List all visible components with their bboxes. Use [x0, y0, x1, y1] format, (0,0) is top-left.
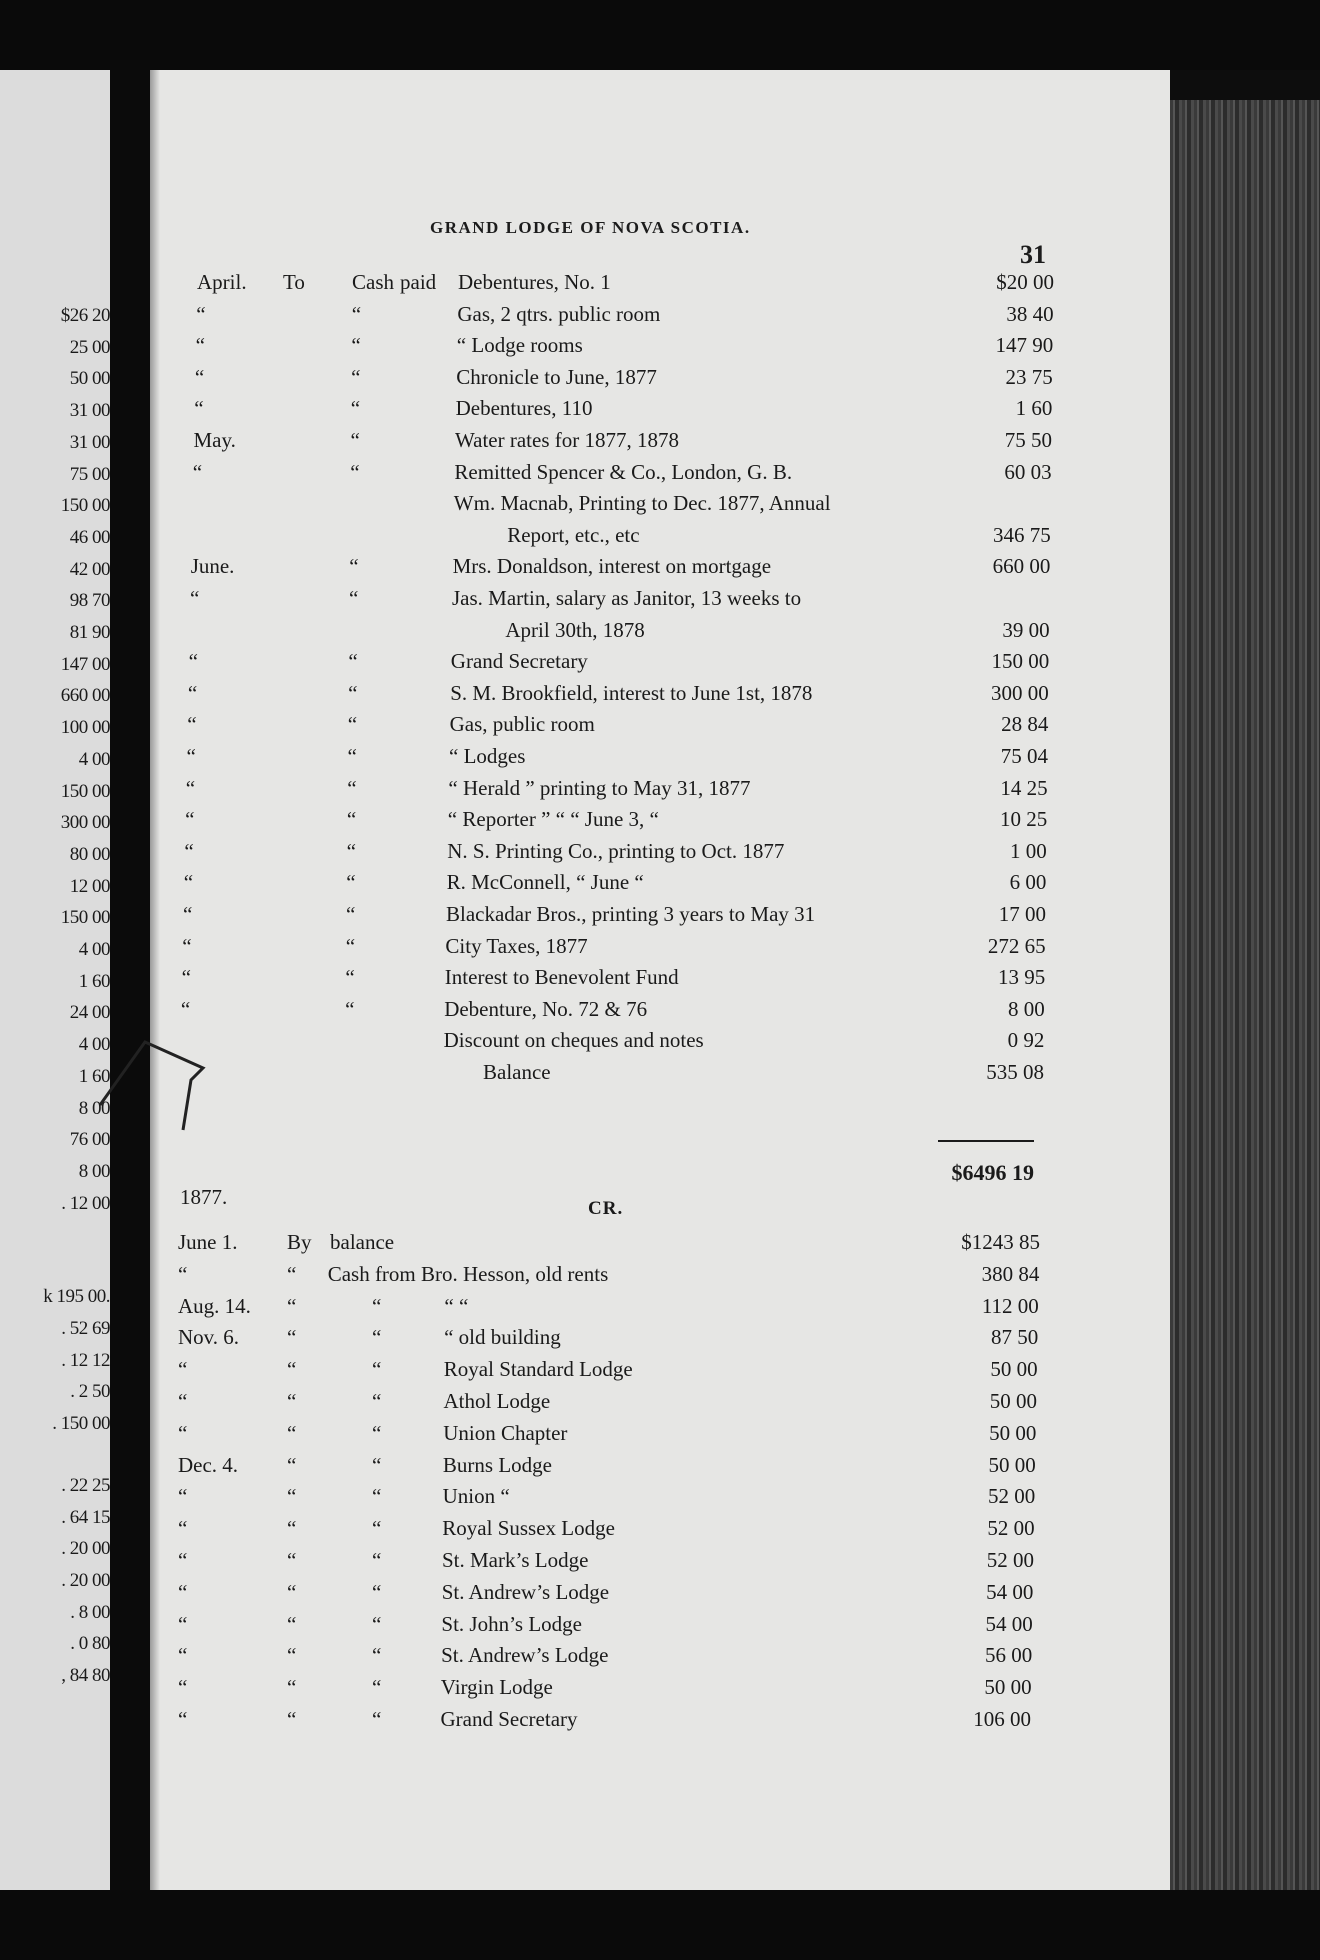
credit-date: “ — [178, 1484, 188, 1509]
credit-by: “ — [287, 1293, 297, 1318]
credit-amount: 87 50 — [990, 1325, 1039, 1350]
credit-row — [0, 1357, 1320, 1387]
debit-date: “ — [184, 838, 194, 863]
debit-amount: 6 00 — [1009, 870, 1047, 895]
credit-ditto: “ — [372, 1293, 382, 1318]
debit-description: Debentures, 110 — [455, 396, 593, 421]
left-page-amount: . 0 80 — [70, 1633, 110, 1655]
debit-description: S. M. Brookfield, interest to June 1st, 1878 — [450, 680, 813, 705]
debit-description: April 30th, 1878 — [505, 617, 645, 642]
credit-date: Dec. 4. — [178, 1452, 239, 1477]
credit-date: “ — [178, 1357, 188, 1382]
debit-description: Blackadar Bros., printing 3 years to May 31 — [446, 902, 816, 926]
debit-amount: 75 50 — [1004, 428, 1052, 452]
debit-amount: 10 25 — [999, 807, 1048, 832]
debit-description: Mrs. Donaldson, interest on mortgage — [452, 554, 772, 579]
credit-description: Grand Secretary — [440, 1707, 578, 1731]
debit-cash: “ — [347, 744, 357, 768]
credit-date: “ — [178, 1707, 188, 1731]
debit-row — [0, 270, 1320, 300]
credit-date: “ — [178, 1548, 188, 1572]
debit-row — [0, 523, 1320, 553]
debit-amount: 23 75 — [1005, 364, 1053, 389]
left-page-amount: 4 00 — [78, 939, 110, 960]
credit-ditto: “ — [372, 1611, 382, 1636]
credit-ditto: “ — [372, 1675, 382, 1700]
credit-description: Virgin Lodge — [440, 1675, 553, 1700]
debit-amount: 346 75 — [993, 522, 1051, 547]
left-page-amount: 660 00 — [60, 685, 110, 707]
credit-ditto: “ — [372, 1516, 382, 1541]
debit-row — [0, 333, 1320, 363]
credit-amount: 50 00 — [990, 1357, 1038, 1382]
credit-row — [0, 1643, 1320, 1673]
credit-row — [0, 1421, 1320, 1451]
credit-description: “ old building — [444, 1325, 561, 1350]
debit-row — [0, 807, 1320, 837]
pencil-mark — [95, 1030, 215, 1140]
left-page-amount: 4 00 — [78, 1034, 110, 1056]
debit-cash: “ — [346, 807, 357, 832]
debit-description: “ Lodges — [449, 744, 526, 768]
debit-cash: Cash — [352, 270, 394, 294]
credit-amount: $1243 85 — [961, 1230, 1040, 1254]
left-page-amount: . 8 00 — [70, 1601, 110, 1623]
debit-row — [0, 428, 1320, 458]
left-page-amount: 150 00 — [60, 495, 110, 517]
debit-date: “ — [187, 712, 197, 737]
debit-cash: “ — [348, 680, 358, 705]
debit-row — [0, 776, 1320, 806]
credit-amount: 52 00 — [987, 1516, 1035, 1541]
debit-description: “ Lodge rooms — [456, 333, 583, 358]
debit-cash: “ — [346, 870, 356, 895]
left-page-amount: 50 00 — [69, 368, 110, 390]
debit-row — [0, 997, 1320, 1027]
credit-row — [0, 1230, 1320, 1260]
debit-description: Balance — [483, 1060, 551, 1084]
debit-cash: “ — [351, 301, 362, 326]
debit-cash: “ — [348, 649, 358, 674]
credit-amount: 52 00 — [986, 1548, 1034, 1572]
debit-row — [0, 586, 1320, 616]
credit-by: “ — [287, 1484, 297, 1509]
credit-description: Cash from Bro. Hesson, old rents — [327, 1261, 609, 1286]
debit-amount: 75 04 — [1000, 744, 1048, 768]
credit-description: Royal Sussex Lodge — [442, 1516, 615, 1541]
left-page-amount: $26 20 — [60, 305, 110, 326]
credit-ditto: “ — [372, 1579, 382, 1604]
debit-cash: “ — [351, 364, 361, 389]
debit-date: “ — [194, 396, 204, 421]
left-page-amount: 8 00 — [78, 1097, 110, 1119]
left-page-amount: . 20 00 — [61, 1569, 110, 1591]
debit-amount: 147 90 — [995, 333, 1054, 358]
left-page-amount: . 20 00 — [61, 1538, 110, 1560]
credit-date: “ — [178, 1420, 188, 1445]
left-page-amount: . 2 50 — [70, 1381, 110, 1403]
left-page-amount: 42 00 — [69, 558, 110, 580]
credit-amount: 54 00 — [986, 1579, 1034, 1604]
running-header: GRAND LODGE OF NOVA SCOTIA. — [430, 218, 751, 237]
left-page-amount: 75 00 — [69, 463, 110, 485]
debit-description: N. S. Printing Co., printing to Oct. 1877 — [447, 838, 785, 863]
total-rule — [938, 1140, 1034, 1142]
credit-by: “ — [287, 1548, 297, 1572]
debit-amount: 272 65 — [987, 933, 1046, 958]
debit-cash: “ — [345, 933, 356, 958]
left-page-amount: 98 70 — [69, 590, 110, 612]
left-page-amount: . 12 00 — [61, 1192, 110, 1214]
credit-by: “ — [287, 1675, 297, 1700]
credit-description: Union Chapter — [443, 1420, 568, 1445]
credit-description: Union “ — [442, 1484, 510, 1509]
credit-amount: 54 00 — [985, 1611, 1033, 1636]
debit-amount: 660 00 — [992, 554, 1051, 579]
credit-by: “ — [287, 1516, 297, 1541]
debit-amount: 300 00 — [991, 680, 1049, 705]
credit-row — [0, 1516, 1320, 1546]
page-number: 31 — [1020, 240, 1046, 269]
debit-date: “ — [188, 649, 198, 674]
left-page-amount: 147 00 — [60, 653, 110, 675]
debit-amount: 150 00 — [991, 649, 1050, 674]
debit-row — [0, 649, 1320, 679]
left-page-amount: 46 00 — [69, 526, 110, 548]
left-page-amount: 76 00 — [69, 1129, 110, 1151]
credit-row — [0, 1389, 1320, 1419]
debit-cash: “ — [347, 712, 358, 737]
debit-cash: “ — [349, 554, 359, 579]
debit-paid: paid — [400, 270, 437, 294]
left-page-amount: . 12 12 — [61, 1349, 110, 1371]
debit-description: Discount on cheques and notes — [443, 1028, 704, 1053]
credit-by: “ — [287, 1611, 297, 1636]
credit-amount: 50 00 — [989, 1420, 1037, 1445]
debit-to: To — [283, 270, 305, 294]
debit-description: Chronicle to June, 1877 — [456, 364, 657, 389]
credit-date: “ — [178, 1261, 188, 1286]
credit-date: “ — [178, 1389, 188, 1413]
debit-cash: “ — [350, 428, 360, 452]
credit-description: St. Mark’s Lodge — [442, 1548, 589, 1572]
credit-date: “ — [178, 1675, 188, 1700]
left-page-amount: . 22 25 — [61, 1474, 110, 1496]
debit-date: “ — [194, 364, 205, 389]
credit-year: 1877. — [180, 1185, 228, 1209]
debit-date: “ — [185, 775, 196, 800]
credit-description: Athol Lodge — [443, 1389, 551, 1413]
left-page-amount: k 195 00. — [43, 1286, 110, 1308]
credit-date: “ — [178, 1516, 188, 1541]
debit-description: Debentures, No. 1 — [458, 270, 611, 294]
debit-date: “ — [183, 870, 194, 895]
debit-cash: “ — [345, 996, 355, 1021]
debit-date: “ — [196, 301, 206, 326]
credit-by: “ — [287, 1420, 297, 1445]
debit-row — [0, 712, 1320, 742]
debit-date: “ — [185, 807, 195, 832]
debit-row — [0, 618, 1320, 648]
debit-amount: 60 03 — [1004, 459, 1052, 484]
left-page-amount: 80 00 — [69, 843, 110, 865]
left-page-amount: . 52 69 — [61, 1318, 110, 1339]
debit-cash: “ — [345, 965, 355, 990]
credit-by: “ — [287, 1452, 297, 1477]
debit-amount: 8 00 — [1008, 996, 1045, 1021]
credit-amount: 56 00 — [984, 1643, 1033, 1668]
debit-description: Water rates for 1877, 1878 — [455, 428, 679, 452]
credit-ditto: “ — [372, 1548, 382, 1572]
credit-by: “ — [287, 1357, 297, 1382]
debit-row — [0, 554, 1320, 584]
credit-row — [0, 1294, 1320, 1324]
credit-ditto: “ — [372, 1325, 382, 1350]
debit-cash: “ — [346, 838, 356, 863]
debit-date: “ — [182, 933, 192, 958]
credit-description: St. John’s Lodge — [441, 1611, 582, 1636]
debit-cash: “ — [349, 586, 359, 610]
debit-row — [0, 491, 1320, 521]
left-page-amount: 1 60 — [78, 970, 110, 992]
credit-amount: 106 00 — [973, 1707, 1031, 1731]
credit-date: Nov. 6. — [178, 1325, 240, 1350]
credit-description: “ “ — [444, 1293, 469, 1318]
debit-row — [0, 681, 1320, 711]
credit-by: “ — [287, 1261, 297, 1286]
credit-row — [0, 1262, 1320, 1292]
credit-amount: 50 00 — [984, 1675, 1032, 1700]
credit-amount: 52 00 — [987, 1484, 1036, 1509]
debit-cash: “ — [346, 902, 356, 926]
credit-row — [0, 1580, 1320, 1610]
debit-amount: 14 25 — [1000, 775, 1048, 800]
debit-amount: 13 95 — [997, 965, 1046, 990]
credit-date: June 1. — [178, 1230, 238, 1254]
credit-row — [0, 1707, 1320, 1737]
left-page-amount: 31 00 — [69, 400, 110, 422]
credit-heading: CR. — [588, 1198, 624, 1219]
credit-description: Royal Standard Lodge — [443, 1357, 633, 1382]
credit-ditto: “ — [372, 1389, 382, 1413]
credit-by: “ — [287, 1579, 297, 1604]
debit-row — [0, 396, 1320, 426]
debit-row — [0, 902, 1320, 932]
credit-ditto: “ — [372, 1643, 382, 1668]
debit-row — [0, 870, 1320, 900]
debit-amount: 28 84 — [1001, 712, 1049, 737]
debit-description: Gas, public room — [449, 712, 595, 737]
debit-description: R. McConnell, “ June “ — [446, 870, 644, 895]
debit-amount: 17 00 — [998, 902, 1046, 926]
debit-row — [0, 934, 1320, 964]
credit-description: Burns Lodge — [442, 1452, 552, 1477]
debit-date: “ — [183, 902, 193, 926]
debit-amount: 39 00 — [1002, 617, 1050, 642]
left-page-amount: 100 00 — [60, 717, 110, 739]
debit-row — [0, 744, 1320, 774]
debit-cash: “ — [351, 333, 361, 358]
debit-cash: “ — [347, 775, 357, 800]
debit-date: June. — [190, 554, 235, 579]
debit-description: Grand Secretary — [450, 649, 588, 674]
credit-amount: 112 00 — [981, 1293, 1039, 1318]
credit-by: “ — [287, 1325, 297, 1350]
debit-amount: 1 60 — [1015, 396, 1053, 421]
debit-date: “ — [181, 965, 191, 990]
credit-amount: 50 00 — [989, 1389, 1037, 1413]
debit-row — [0, 460, 1320, 490]
credit-description: balance — [330, 1230, 395, 1254]
left-page-amount: 24 00 — [69, 1002, 110, 1024]
credit-date: Aug. 14. — [178, 1293, 251, 1318]
debit-date: April. — [197, 270, 247, 294]
debit-date: “ — [186, 744, 196, 768]
debit-cash: “ — [350, 396, 361, 421]
credit-by: “ — [287, 1707, 297, 1731]
debit-row — [0, 965, 1320, 995]
left-page-amount: 31 00 — [69, 431, 110, 453]
debit-description: Wm. Macnab, Printing to Dec. 1877, Annual — [453, 491, 831, 516]
credit-ditto: “ — [372, 1484, 382, 1509]
debit-description: “ Herald ” printing to May 31, 1877 — [448, 775, 751, 800]
debit-date: May. — [193, 428, 236, 452]
credit-by: “ — [287, 1643, 297, 1668]
credit-date: “ — [178, 1643, 188, 1668]
debit-description: Interest to Benevolent Fund — [444, 965, 679, 990]
debit-description: Debenture, No. 72 & 76 — [444, 996, 648, 1021]
left-page-amount: . 64 15 — [61, 1506, 110, 1528]
debit-date: “ — [195, 333, 205, 358]
debit-description: “ Reporter ” “ “ June 3, “ — [447, 807, 659, 832]
left-page-amount: 1 60 — [78, 1065, 110, 1087]
credit-amount: 380 84 — [981, 1261, 1040, 1286]
debit-description: Report, etc., etc — [507, 522, 640, 547]
debit-cash: “ — [350, 459, 360, 484]
debit-total: $6496 19 — [951, 1160, 1034, 1185]
scan-bottom-border — [0, 1890, 1320, 1960]
credit-amount: 50 00 — [988, 1452, 1036, 1477]
credit-row — [0, 1612, 1320, 1642]
debit-date: “ — [187, 680, 198, 705]
debit-description: Jas. Martin, salary as Janitor, 13 weeks to — [452, 586, 802, 610]
left-page-amount: 8 00 — [78, 1160, 110, 1182]
left-page-amount: , 84 80 — [61, 1665, 110, 1686]
credit-row — [0, 1453, 1320, 1483]
credit-description: St. Andrew’s Lodge — [441, 1579, 610, 1604]
credit-row — [0, 1325, 1320, 1355]
debit-date: “ — [190, 586, 200, 610]
credit-row — [0, 1548, 1320, 1578]
debit-row — [0, 302, 1320, 332]
debit-amount: 1 00 — [1010, 838, 1047, 863]
credit-ditto: “ — [372, 1357, 382, 1382]
left-page-amount: 4 00 — [78, 748, 110, 770]
debit-row — [0, 839, 1320, 869]
debit-date: “ — [180, 996, 191, 1021]
credit-date: “ — [178, 1611, 188, 1636]
left-page-amount: 12 00 — [69, 875, 110, 897]
debit-amount: $20 00 — [996, 270, 1054, 294]
debit-amount: 0 92 — [1007, 1028, 1045, 1053]
debit-description: City Taxes, 1877 — [445, 933, 588, 958]
left-page-amount: 150 00 — [60, 780, 110, 802]
debit-date: “ — [192, 459, 203, 484]
debit-description: Remitted Spencer & Co., London, G. B. — [454, 459, 793, 484]
left-page-amount: 300 00 — [60, 812, 110, 834]
left-page-amount: 150 00 — [60, 907, 110, 929]
credit-row — [0, 1675, 1320, 1705]
credit-ditto: “ — [372, 1452, 382, 1477]
left-page-amount: 25 00 — [69, 336, 110, 358]
credit-row — [0, 1484, 1320, 1514]
debit-row — [0, 365, 1320, 395]
credit-ditto: “ — [372, 1420, 382, 1445]
credit-by: “ — [287, 1389, 297, 1413]
left-page-amount: . 150 00 — [52, 1413, 110, 1435]
credit-date: “ — [178, 1579, 188, 1604]
scan-top-border — [0, 0, 1320, 70]
debit-amount: 38 40 — [1006, 301, 1054, 326]
credit-description: St. Andrew’s Lodge — [441, 1643, 609, 1668]
credit-by: By — [287, 1230, 312, 1254]
debit-amount: 535 08 — [986, 1060, 1044, 1084]
debit-description: Gas, 2 qtrs. public room — [457, 301, 661, 326]
credit-ditto: “ — [372, 1707, 382, 1731]
left-page-amount: 81 90 — [69, 622, 110, 643]
